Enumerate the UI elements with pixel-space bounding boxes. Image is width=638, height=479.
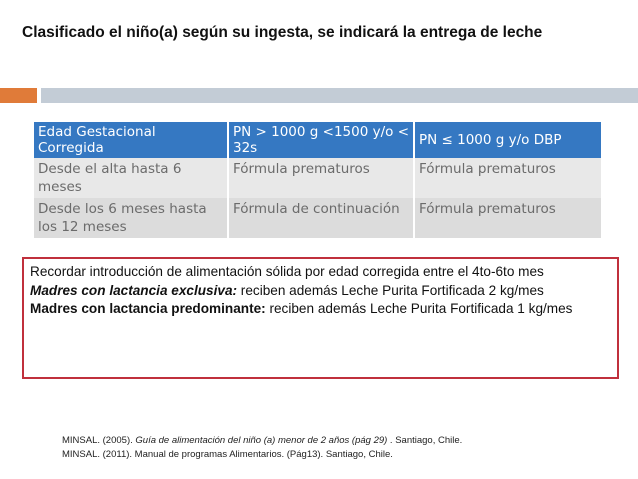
note-text: Recordar introducción de alimentación sólida por edad corregida entre el 4to-6to mes <box>30 264 544 279</box>
note-label-exclusive: Madres con lactancia exclusiva: <box>30 282 238 298</box>
feeding-table <box>34 122 603 238</box>
note-box <box>22 257 619 379</box>
slide-title: Clasificado el niño(a) según su ingesta, se indicará la entrega de leche <box>22 24 543 41</box>
table-header-row <box>34 122 602 158</box>
table-cell: Fórmula prematuros <box>228 158 414 198</box>
reference-title: Guía de alimentación del niño (a) menor de 2 años (pág 29) <box>135 435 388 446</box>
note-text: reciben además Leche Purita Fortificada 1 kg/mes <box>265 301 573 317</box>
reference-item: MINSAL. (2011). Manual de programas Alimentarios. (Pág13). Santiago, Chile. <box>62 449 393 460</box>
table-cell: Fórmula prematuros <box>414 198 602 238</box>
note-line-predominant <box>30 300 611 319</box>
references <box>62 434 622 462</box>
note-line-exclusive <box>30 282 611 301</box>
table-cell: Fórmula prematuros <box>414 158 602 198</box>
table-header-cell: PN > 1000 g <1500 y/o < 32s <box>228 122 414 158</box>
reference-item: MINSAL. (2005). Guía de alimentación del niño (a) menor de 2 años (pág 29) . Santiago, Chile. <box>62 435 463 446</box>
table-row <box>34 158 602 198</box>
table-row <box>34 198 602 238</box>
feeding-table-image <box>34 122 602 235</box>
note-line-solid-food <box>30 263 611 282</box>
note-label-predominant: Madres con lactancia predominante: <box>30 301 266 317</box>
table-header-cell: Edad Gestacional Corregida <box>34 122 228 158</box>
table-header-cell: PN ≤ 1000 g y/o DBP <box>414 122 602 158</box>
accent-bar-orange <box>0 88 37 103</box>
table-cell: Desde los 6 meses hasta los 12 meses <box>34 198 228 238</box>
accent-bar-blue <box>41 88 638 103</box>
table-cell: Fórmula de continuación <box>228 198 414 238</box>
table-cell: Desde el alta hasta 6 meses <box>34 158 228 198</box>
note-text: reciben además Leche Purita Fortificada 2 kg/mes <box>237 282 544 298</box>
